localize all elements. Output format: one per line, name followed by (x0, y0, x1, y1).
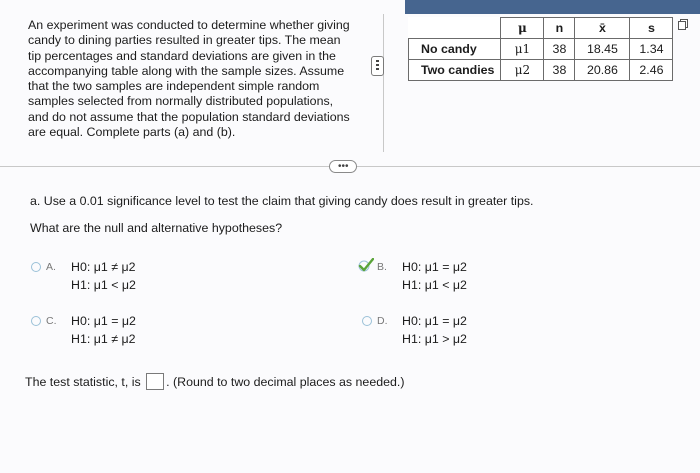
col-header-n: n (544, 18, 575, 39)
problem-line: accompanying table along with the sample sizes. Assume (28, 63, 345, 78)
test-statistic-prompt (25, 373, 404, 390)
radio-button[interactable] (31, 262, 41, 272)
alt-hypothesis: H1: μ1 < μ2 (402, 278, 467, 292)
alt-hypothesis: H1: μ1 < μ2 (71, 278, 136, 292)
cell-s: 1.34 (630, 39, 673, 60)
cell-mu: μ1 (501, 39, 544, 60)
header-bar (405, 0, 700, 14)
cell-xbar: 20.86 (575, 60, 630, 81)
rounding-instruction: . (Round to two decimal places as needed.) (166, 375, 405, 389)
problem-line: and do not assume that the population standard deviations (28, 109, 350, 124)
problem-line: An experiment was conducted to determine whether giving (28, 18, 350, 32)
test-statistic-input[interactable] (146, 373, 164, 390)
expand-data-button[interactable] (371, 56, 384, 76)
vertical-divider (383, 14, 384, 152)
row-label: No candy (409, 39, 501, 60)
table-corner (409, 18, 501, 39)
data-table (408, 17, 673, 81)
table-row (409, 39, 673, 60)
radio-button[interactable] (31, 316, 41, 326)
problem-line: tip percentages and standard deviations are given in the (28, 48, 336, 63)
test-statistic-label: The test statistic, t, is (25, 375, 141, 389)
option-b[interactable] (362, 257, 562, 297)
radio-button[interactable] (362, 316, 372, 326)
table-row (409, 60, 673, 81)
table-header-row (409, 18, 673, 39)
question-part-a: a. Use a 0.01 significance level to test the claim that giving candy does result in greater tips. (30, 194, 534, 208)
problem-statement (28, 18, 363, 140)
problem-line: samples selected from normally distributed populations, (28, 94, 334, 109)
option-c[interactable] (31, 311, 231, 351)
col-header-s: s (630, 18, 673, 39)
cell-mu: μ2 (501, 60, 544, 81)
option-letter: A. (46, 261, 56, 273)
cell-n: 38 (544, 39, 575, 60)
option-letter: D. (377, 315, 388, 327)
option-letter: C. (46, 315, 57, 327)
row-label: Two candies (409, 60, 501, 81)
checkmark-icon (358, 258, 374, 272)
null-hypothesis: H0: μ1 = μ2 (402, 260, 467, 274)
problem-line: are equal. Complete parts (a) and (b). (28, 125, 236, 140)
cell-n: 38 (544, 60, 575, 81)
more-options-button[interactable] (329, 160, 357, 173)
ellipsis-icon: ••• (338, 161, 349, 172)
copy-icon[interactable] (678, 19, 688, 30)
problem-line: candy to dining parties resulted in greater tips. The mean (28, 33, 341, 48)
option-a[interactable] (31, 257, 231, 297)
dots-icon (376, 60, 379, 72)
null-hypothesis: H0: μ1 = μ2 (402, 314, 467, 328)
option-d[interactable] (362, 311, 562, 351)
col-header-xbar: x̄ (575, 18, 630, 39)
null-hypothesis: H0: μ1 = μ2 (71, 314, 136, 328)
alt-hypothesis: H1: μ1 > μ2 (402, 332, 467, 346)
problem-line: that the two samples are independent simple random (28, 79, 320, 94)
option-letter: B. (377, 261, 387, 273)
cell-s: 2.46 (630, 60, 673, 81)
null-hypothesis: H0: μ1 ≠ μ2 (71, 260, 136, 274)
question-prompt: What are the null and alternative hypotheses? (30, 221, 283, 235)
cell-xbar: 18.45 (575, 39, 630, 60)
alt-hypothesis: H1: μ1 ≠ μ2 (71, 332, 136, 346)
col-header-mu: μ (501, 18, 544, 39)
